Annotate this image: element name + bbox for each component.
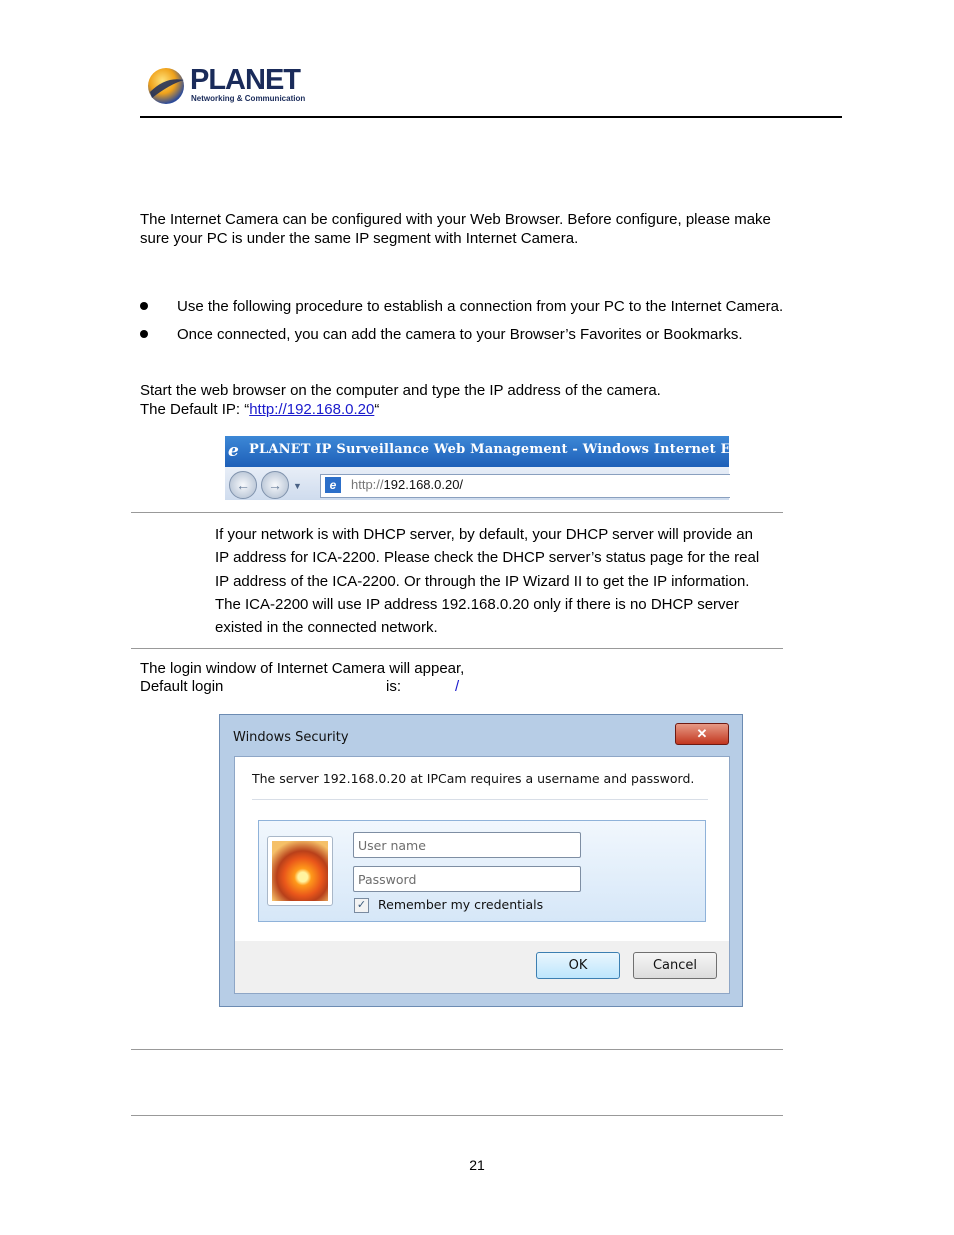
dialog-separator xyxy=(252,799,708,800)
flower-avatar-icon xyxy=(272,841,328,901)
address-host: 192.168.0.20/ xyxy=(383,477,464,492)
header-rule xyxy=(140,116,842,118)
windows-security-dialog xyxy=(219,714,743,1007)
note-top-rule xyxy=(131,512,783,513)
default-ip-line xyxy=(140,400,379,419)
user-avatar xyxy=(267,836,333,906)
intro-line-1: The Internet Camera can be configured with your Web Browser. Before configure, please make xyxy=(140,211,771,228)
note-line-5: existed in the connected network. xyxy=(215,619,438,637)
cancel-button[interactable]: Cancel xyxy=(633,952,717,979)
default-login-label: Default login xyxy=(140,678,224,695)
ok-button[interactable]: OK xyxy=(536,952,620,979)
bullet-item-2: Once connected, you can add the camera to your Browser’s Favorites or Bookmarks. xyxy=(177,326,743,343)
default-ip-link[interactable]: http://192.168.0.20 xyxy=(249,401,375,418)
empty-note-top-rule xyxy=(131,1049,783,1050)
note-line-4: The ICA-2200 will use IP address 192.168.0.20 only if there is no DHCP server xyxy=(215,595,739,613)
note-line-1: If your network is with DHCP server, by default, your DHCP server will provide an xyxy=(215,526,753,543)
browser-nav-bar xyxy=(225,467,729,500)
bullet-dot xyxy=(140,302,148,310)
note-line-2: IP address for ICA-2200. Please check the DHCP server’s status page for the real xyxy=(215,549,760,567)
close-icon[interactable]: ✕ xyxy=(675,723,729,745)
page-ie-icon: e xyxy=(325,477,341,493)
empty-note-bottom-rule xyxy=(131,1115,783,1116)
dialog-body xyxy=(234,756,730,943)
history-dropdown-icon[interactable]: ▼ xyxy=(293,481,302,491)
remember-checkbox[interactable]: ✓ xyxy=(354,898,369,913)
back-arrow-icon[interactable]: ← xyxy=(229,471,257,499)
dialog-title: Windows Security xyxy=(233,730,349,745)
remember-label: Remember my credentials xyxy=(378,897,544,912)
dialog-message: The server 192.168.0.20 at IPCam requires a username and password. xyxy=(252,771,695,786)
address-text xyxy=(351,477,463,492)
default-login-is: is: xyxy=(386,678,401,695)
logo-wordmark: PLANET xyxy=(190,64,300,96)
page-number: 21 xyxy=(469,1157,485,1173)
login-slash: / xyxy=(455,678,460,695)
default-ip-prefix: The Default IP: “ xyxy=(140,401,250,418)
browser-window-strip xyxy=(225,436,785,500)
ie-logo-icon: e xyxy=(228,441,239,461)
planet-logo xyxy=(146,64,306,106)
note-bottom-rule xyxy=(131,648,783,649)
forward-arrow-icon[interactable]: → xyxy=(261,471,289,499)
username-field[interactable] xyxy=(353,832,581,858)
browser-title-bar xyxy=(225,436,785,467)
bullet-dot xyxy=(140,330,148,338)
browser-title: PLANET IP Surveillance Web Management - Windows Internet Explorer xyxy=(249,442,785,457)
bullet-item-1: Use the following procedure to establish a connection from your PC to the Internet Camera. xyxy=(177,298,784,315)
username-input[interactable] xyxy=(354,833,580,857)
logo-tagline: Networking & Communication xyxy=(191,94,306,103)
credential-tile xyxy=(258,820,706,922)
step-line-1: Start the web browser on the computer and type the IP address of the camera. xyxy=(140,382,661,399)
address-scheme: http:// xyxy=(351,477,384,492)
password-input[interactable] xyxy=(354,867,580,891)
note-text xyxy=(215,523,775,639)
dialog-button-bar xyxy=(234,941,730,994)
login-line-1: The login window of Internet Camera will appear, xyxy=(140,660,465,677)
default-ip-suffix: “ xyxy=(374,401,380,418)
address-bar[interactable] xyxy=(320,474,730,498)
note-line-3: IP address of the ICA-2200. Or through the IP Wizard II to get the IP information. xyxy=(215,572,750,590)
intro-line-2: sure your PC is under the same IP segment with Internet Camera. xyxy=(140,230,579,247)
password-field[interactable] xyxy=(353,866,581,892)
planet-globe-icon xyxy=(146,66,188,106)
